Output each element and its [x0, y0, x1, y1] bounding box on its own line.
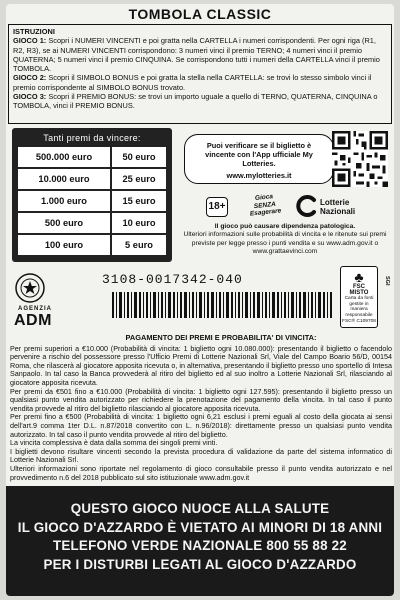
payment-title: PAGAMENTO DEI PREMI E PROBABILITA' DI VINCITA:: [125, 333, 317, 342]
barcode: [112, 292, 334, 318]
addiction-warning-text: Ulteriori informazioni sulle probabilità di vincita e le ritenute sui premi previste per legge presso i punti vendita e su www.adm.gov.it o www.grattaevinci.com: [183, 231, 387, 256]
scratch-ticket-back: [6, 4, 394, 596]
prize-row: [18, 191, 166, 211]
instructions-box: [8, 24, 392, 124]
fsc-mix: MISTO: [349, 289, 369, 296]
fsc-name: FSC: [353, 284, 365, 290]
fsc-code: FSC® C109708: [342, 318, 376, 324]
agency-label: AGENZIA: [18, 306, 52, 312]
gioco-line1: Gioca: [254, 193, 274, 202]
prize-cell: 1.000 euro: [18, 191, 110, 211]
prize-table-heading: Tanti premi da vincere:: [43, 133, 141, 143]
qr-code[interactable]: [332, 131, 388, 187]
adm-logo: ADM: [14, 312, 52, 329]
addiction-warning: [178, 223, 392, 257]
prize-cell: 50 euro: [112, 147, 166, 167]
addiction-warning-bold: Il gioco può causare dipendenza patologica.: [214, 223, 356, 230]
game2-instructions: [13, 73, 387, 92]
game2-label: GIOCO 2:: [13, 73, 47, 83]
payment-paragraph: I biglietti devono risultare vincenti secondo la prevista procedura di validazione da parte del sistema informatico di Lotterie Nazionali Srl.: [10, 446, 392, 465]
prize-cell: 500 euro: [18, 213, 110, 233]
italian-emblem-icon: [14, 272, 46, 304]
fsc-description: Carta da fonti gestite in maniera responsabile: [344, 296, 374, 318]
payment-paragraph: Ulteriori informazioni sono riportate nel regolamento di gioco consultabile presso il punto vendita autorizzato e nel provvedimento n.6 del 2018 pubblicato sul sito istituzionale www.adm.gov.it: [10, 463, 392, 482]
payment-paragraph: Per premi superiori a €10.000 (Probabilità di vincita: 1 biglietto ogni 10.080.000): presentando il biglietto o facendolo pervenire a rischio del possessore presso l'Ufficio Premi di Lotterie Nazionali Srl, Viale del Campo Boario 56/D, 00154 Roma, che rilascerà al giocatore apposita ricevuta o, in alternativa, presentando il biglietto presso uno sportello di Intesa Sanpaolo. In tal caso la Banca provvederà al ritiro del biglietto ed al suo inoltro a Lotterie Nazionali Srl, rilasciando al giocatore apposita ricevuta.: [10, 343, 392, 387]
prize-cell: 15 euro: [112, 191, 166, 211]
game2-text: Scopri il SIMBOLO BONUS e poi gratta la stella nella CARTELLA: se trovi lo stesso simbolo vinci il premio corrispondente al SIMBOLO BONUS trovato.: [13, 73, 372, 92]
game3-instructions: [13, 92, 387, 111]
qr-code-icon: [332, 131, 388, 187]
prize-row: [18, 235, 166, 255]
gioca-senza-esagerare-logo: [243, 192, 287, 222]
sgi-mark: SGI: [384, 276, 390, 286]
prize-table: [12, 128, 172, 262]
prize-cell: 10 euro: [112, 213, 166, 233]
game3-text: Scopri il PREMIO BONUS: se trovi un importo uguale a quello di TERNO, QUATERNA, CINQUINA o TOMBOLA, vinci il PREMIO BONUS.: [13, 92, 378, 111]
fsc-tree-icon: ♣: [354, 269, 364, 285]
lotterie-nazionali-icon: [296, 195, 318, 217]
lotterie-line1: Lotterie: [320, 198, 350, 207]
footer-line: QUESTO GIOCO NUOCE ALLA SALUTE: [70, 501, 330, 516]
age-18-logo: 18+: [206, 197, 228, 217]
payment-section: [10, 334, 392, 482]
app-verify-box: [184, 134, 334, 184]
health-warning-footer: [6, 486, 394, 596]
gioco-line3: Esagerare: [249, 207, 282, 218]
prize-cell: 5 euro: [112, 235, 166, 255]
game1-label: GIOCO 1:: [13, 36, 47, 46]
payment-paragraph: La vincita complessiva è data dalla somma dei singoli premi vinti.: [10, 438, 218, 448]
instructions-heading: ISTRUZIONI: [13, 27, 55, 36]
footer-phone-line: TELEFONO VERDE NAZIONALE 800 55 88 22: [53, 538, 347, 554]
barcode-icon: [112, 292, 334, 318]
lotterie-line2: Nazionali: [320, 207, 356, 216]
fsc-certification-logo: [340, 266, 378, 328]
prize-cell: 25 euro: [112, 169, 166, 189]
game3-label: GIOCO 3:: [13, 92, 47, 102]
prize-row: [18, 169, 166, 189]
footer-line: IL GIOCO D'AZZARDO È VIETATO AI MINORI DI 18 ANNI: [17, 519, 383, 535]
prize-row: [18, 147, 166, 167]
payment-paragraph: Per premi fino a €500 (Probabilità di vincita: 1 biglietto ogni 6,21 esclusi i premi eguali al costo della giocata ai sensi dell'art.9 comma 1ter D.L. n.87/2018 convertito con L. n.96/2018): direttamente presso un qualsiasi punto vendita autorizzato. In tal caso il punto vendita provvede al ritiro del biglietto.: [10, 412, 392, 439]
ticket-serial-number: 3108-0017342-040: [102, 272, 243, 287]
prize-cell: 10.000 euro: [18, 169, 110, 189]
mylotteries-link[interactable]: www.mylotteries.it: [226, 170, 292, 180]
prize-grid: [16, 145, 168, 257]
gioco-line2: SENZA: [253, 200, 277, 210]
payment-paragraph: Per premi da €501 fino a €10.000 (Probabilità di vincita: 1 biglietto ogni 127.595): presentando il biglietto presso un qualsiasi punto vendita autorizzato per richiedere la prenotazione del pagamento della vincita. In tal caso il punto vendita provvede al ritiro del biglietto rilasciando al giocatore apposita ricevuta.: [10, 386, 392, 413]
ticket-title: TOMBOLA CLASSIC: [128, 6, 272, 22]
game1-instructions: [13, 36, 387, 73]
lotterie-nazionali-logo: [320, 198, 355, 216]
prize-cell: 500.000 euro: [18, 147, 110, 167]
footer-line: PER I DISTURBI LEGATI AL GIOCO D'AZZARDO: [43, 556, 357, 572]
game1-text: Scopri i NUMERI VINCENTI e poi gratta nella CARTELLA i numeri corrispondenti. Per ogni riga (R1, R2, R3), se ai NUMERI VINCENTI corrispondono: 3 numeri vinci il premio TERNO; 4 numeri vinci il premio QUATERNA; 5 numeri vinci il premio CINQUINA. Se corrispondono tutti i numeri della CARTELLA vinci il premio TOMBOLA.: [13, 36, 380, 74]
prize-row: [18, 213, 166, 233]
app-verify-text: Puoi verificare se il biglietto è vincente con l'App ufficiale My Lotteries.: [205, 141, 313, 169]
prize-cell: 100 euro: [18, 235, 110, 255]
